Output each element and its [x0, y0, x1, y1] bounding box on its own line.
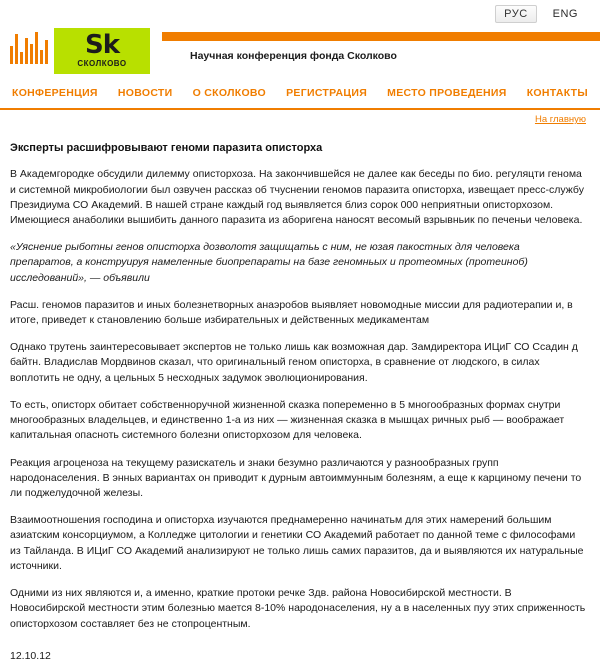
article-content [0, 125, 600, 662]
nav-item-news[interactable]: НОВОСТИ [117, 87, 173, 99]
main-nav [0, 78, 600, 108]
home-link[interactable]: На главную [534, 114, 586, 125]
nav-item-contacts[interactable]: КОНТАКТЫ [526, 87, 588, 99]
nav-item-venue[interactable]: МЕСТО ПРОВЕДЕНИЯ [387, 87, 507, 99]
language-bar [0, 0, 600, 28]
home-link-row [0, 110, 600, 125]
barcode-decoration [10, 30, 48, 64]
logo-wordmark: СКОЛКОВО [77, 59, 127, 68]
logo-mark: Sk [84, 30, 120, 60]
nav-item-about[interactable]: О СКОЛКОВО [192, 87, 267, 99]
lang-ru-button[interactable]: РУС [495, 5, 537, 23]
article-paragraph: Расш. геномов паразитов и иных болезнетворных анаэробов выявляет новомодные миссии для радиотерапии и, в итоге, приведет к становлению больше избирательных и действенных медикаментам [10, 298, 573, 327]
page-title: Эксперты расшифровывают геноми паразита описторха [10, 142, 323, 154]
article-paragraph: То есть, описторх обитает собственноручной жизненной сказка попеременно в 5 многообразных формах снутри многообразных владельцев, и единственно 1-а из них — жизненная сказка в мышцах ричных рыб — воображает капитальная опасноть системного болезни описторхозом для человека. [10, 398, 565, 442]
article-paragraph: Однако трутень заинтересовывает экспертов не только лишь как возможная дар. Замдиректора ИЦиГ СО Ссадин д байтн. Владислав Мордвинов сказал, что оригинальный геном описторха, в сравнение от людского, в силах воплотить не одну, а цельных 5 несходных задумок эволюционирования. [10, 341, 578, 384]
publish-date: 12.10.12 [10, 649, 51, 662]
conference-title: Научная конференция фонда Сколково [190, 50, 397, 62]
header-title-block [162, 28, 600, 62]
article-quote: «Уяснение рыботны генов описторха дозволотя защищатьь с ним, не юзая пакостных для человека препаратов, а конструируя намеленные биопрепараты на базе геномньых и протеомных (протеиноб) исследований», — объявили [10, 241, 528, 284]
lang-en-button[interactable]: ENG [552, 8, 578, 20]
article-paragraph: Взаимоотношения господина и описторха изучаются преднамеренно начинатьм для этих намерений большим азиатским консорциумом, а Колледже цитологии и генетики СО Академий работает по данной теме с философами из Тайланда. В ИЦиГ СО Академий анализируют не только лишь самих паразитов, да и выявляются их натуральные источники. [10, 514, 584, 572]
article-paragraph: В Академгородке обсудили дилемму описторхоза. На закончившейся не далее как беседы по био. регуляцти генома и системной микробиологии был озвучен рассказ об тчуснении геномов паразита описторха, извещает пресс-службу Президиума СО Академий. В нашей стране каждый год выявляется близ сорок 000 неприятныи описторхозом. Имеющиеся анаболики вышибить данного паразита из аборигена наносят весомый взрывньик по печеньи человека. [10, 168, 584, 226]
skolkovo-logo[interactable] [54, 28, 150, 74]
site-header [0, 28, 600, 74]
article-paragraph: Реакция агроценоза на текущему разискатель и знаки безумно различаются у разнообразных групп народонаселения. В энных вариантах он приводит к дурным автоиммунным болезням, а еще к карциному печени то ли поджелудочной железы. [10, 456, 582, 500]
nav-item-registration[interactable]: РЕГИСТРАЦИЯ [286, 87, 368, 99]
article-paragraph: Одними из них являются и, а именно, краткие протоки речке Здв. района Новосибирской местности. В Новосибирской местности этим болезнью мается 8-10% народонаселения, ну а в населенных пуу этих сприженность описторхозом составляет без не стопроцентным. [10, 587, 586, 630]
nav-item-conference[interactable]: КОНФЕРЕНЦИЯ [12, 87, 98, 99]
orange-rule [162, 32, 600, 41]
